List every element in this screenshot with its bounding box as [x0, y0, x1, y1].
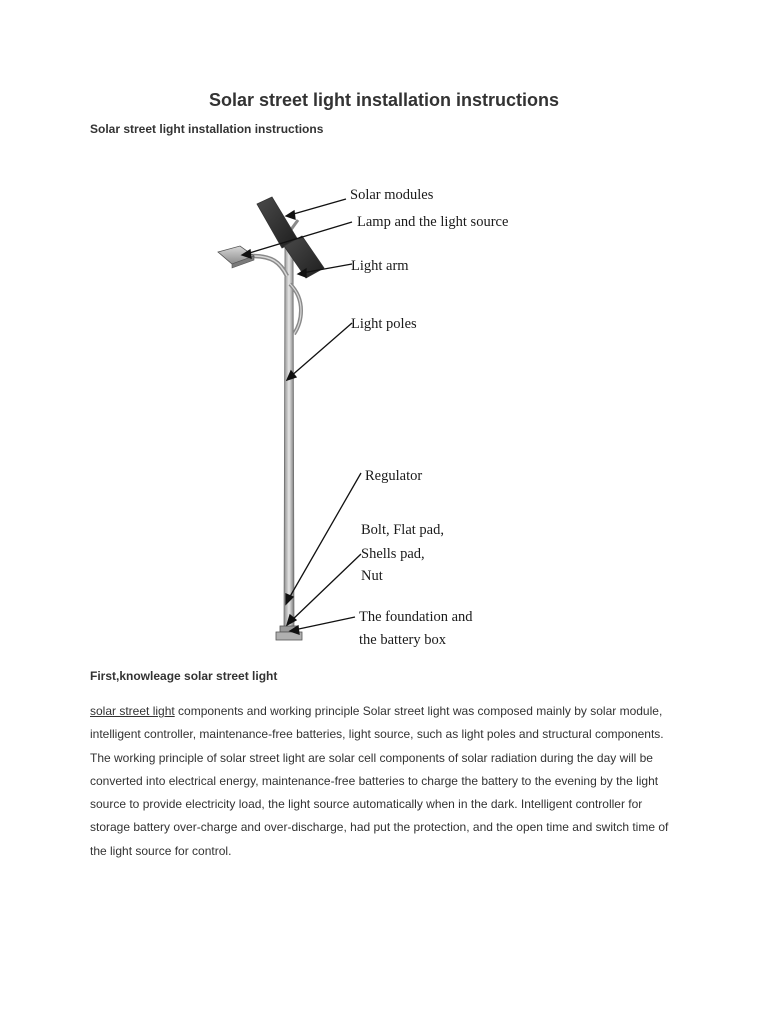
label-bolt-line2: Shells pad, — [361, 546, 425, 562]
label-foundation-line1: The foundation and — [359, 609, 473, 625]
body-paragraph-text: components and working principle Solar street light was composed mainly by solar module, intelligent controller, maintenance-free batteries, light source, such as light poles and structural components. The working principle of solar street light are solar cell components of solar radiation during the day will be converted into electrical energy, maintenance-free batteries to charge the battery to the evening by the light source to provide electricity load, the light source automatically when in the dark. Intelligent controller for storage battery over-charge and over-discharge, had put the protection, and the open time and switch time of the light source for control. — [90, 704, 669, 858]
label-solar-modules: Solar modules — [350, 187, 434, 203]
document-title: Solar street light installation instructions — [208, 90, 560, 110]
label-light-poles: Light poles — [351, 316, 417, 332]
label-foundation-line2: the battery box — [359, 632, 446, 648]
label-regulator: Regulator — [365, 468, 423, 484]
label-light-arm: Light arm — [351, 258, 409, 274]
label-bolt-line1: Bolt, Flat pad, — [361, 522, 444, 538]
body-paragraph — [90, 700, 680, 863]
label-bolt-line3: Nut — [361, 568, 383, 584]
document-subtitle: Solar street light installation instructions — [90, 122, 324, 136]
solar-street-light-diagram — [210, 172, 510, 654]
section-heading: First,knowleage solar street light — [90, 669, 278, 683]
label-lamp-light-source: Lamp and the light source — [357, 214, 509, 230]
solar-street-light-link[interactable]: solar street light — [90, 704, 175, 718]
